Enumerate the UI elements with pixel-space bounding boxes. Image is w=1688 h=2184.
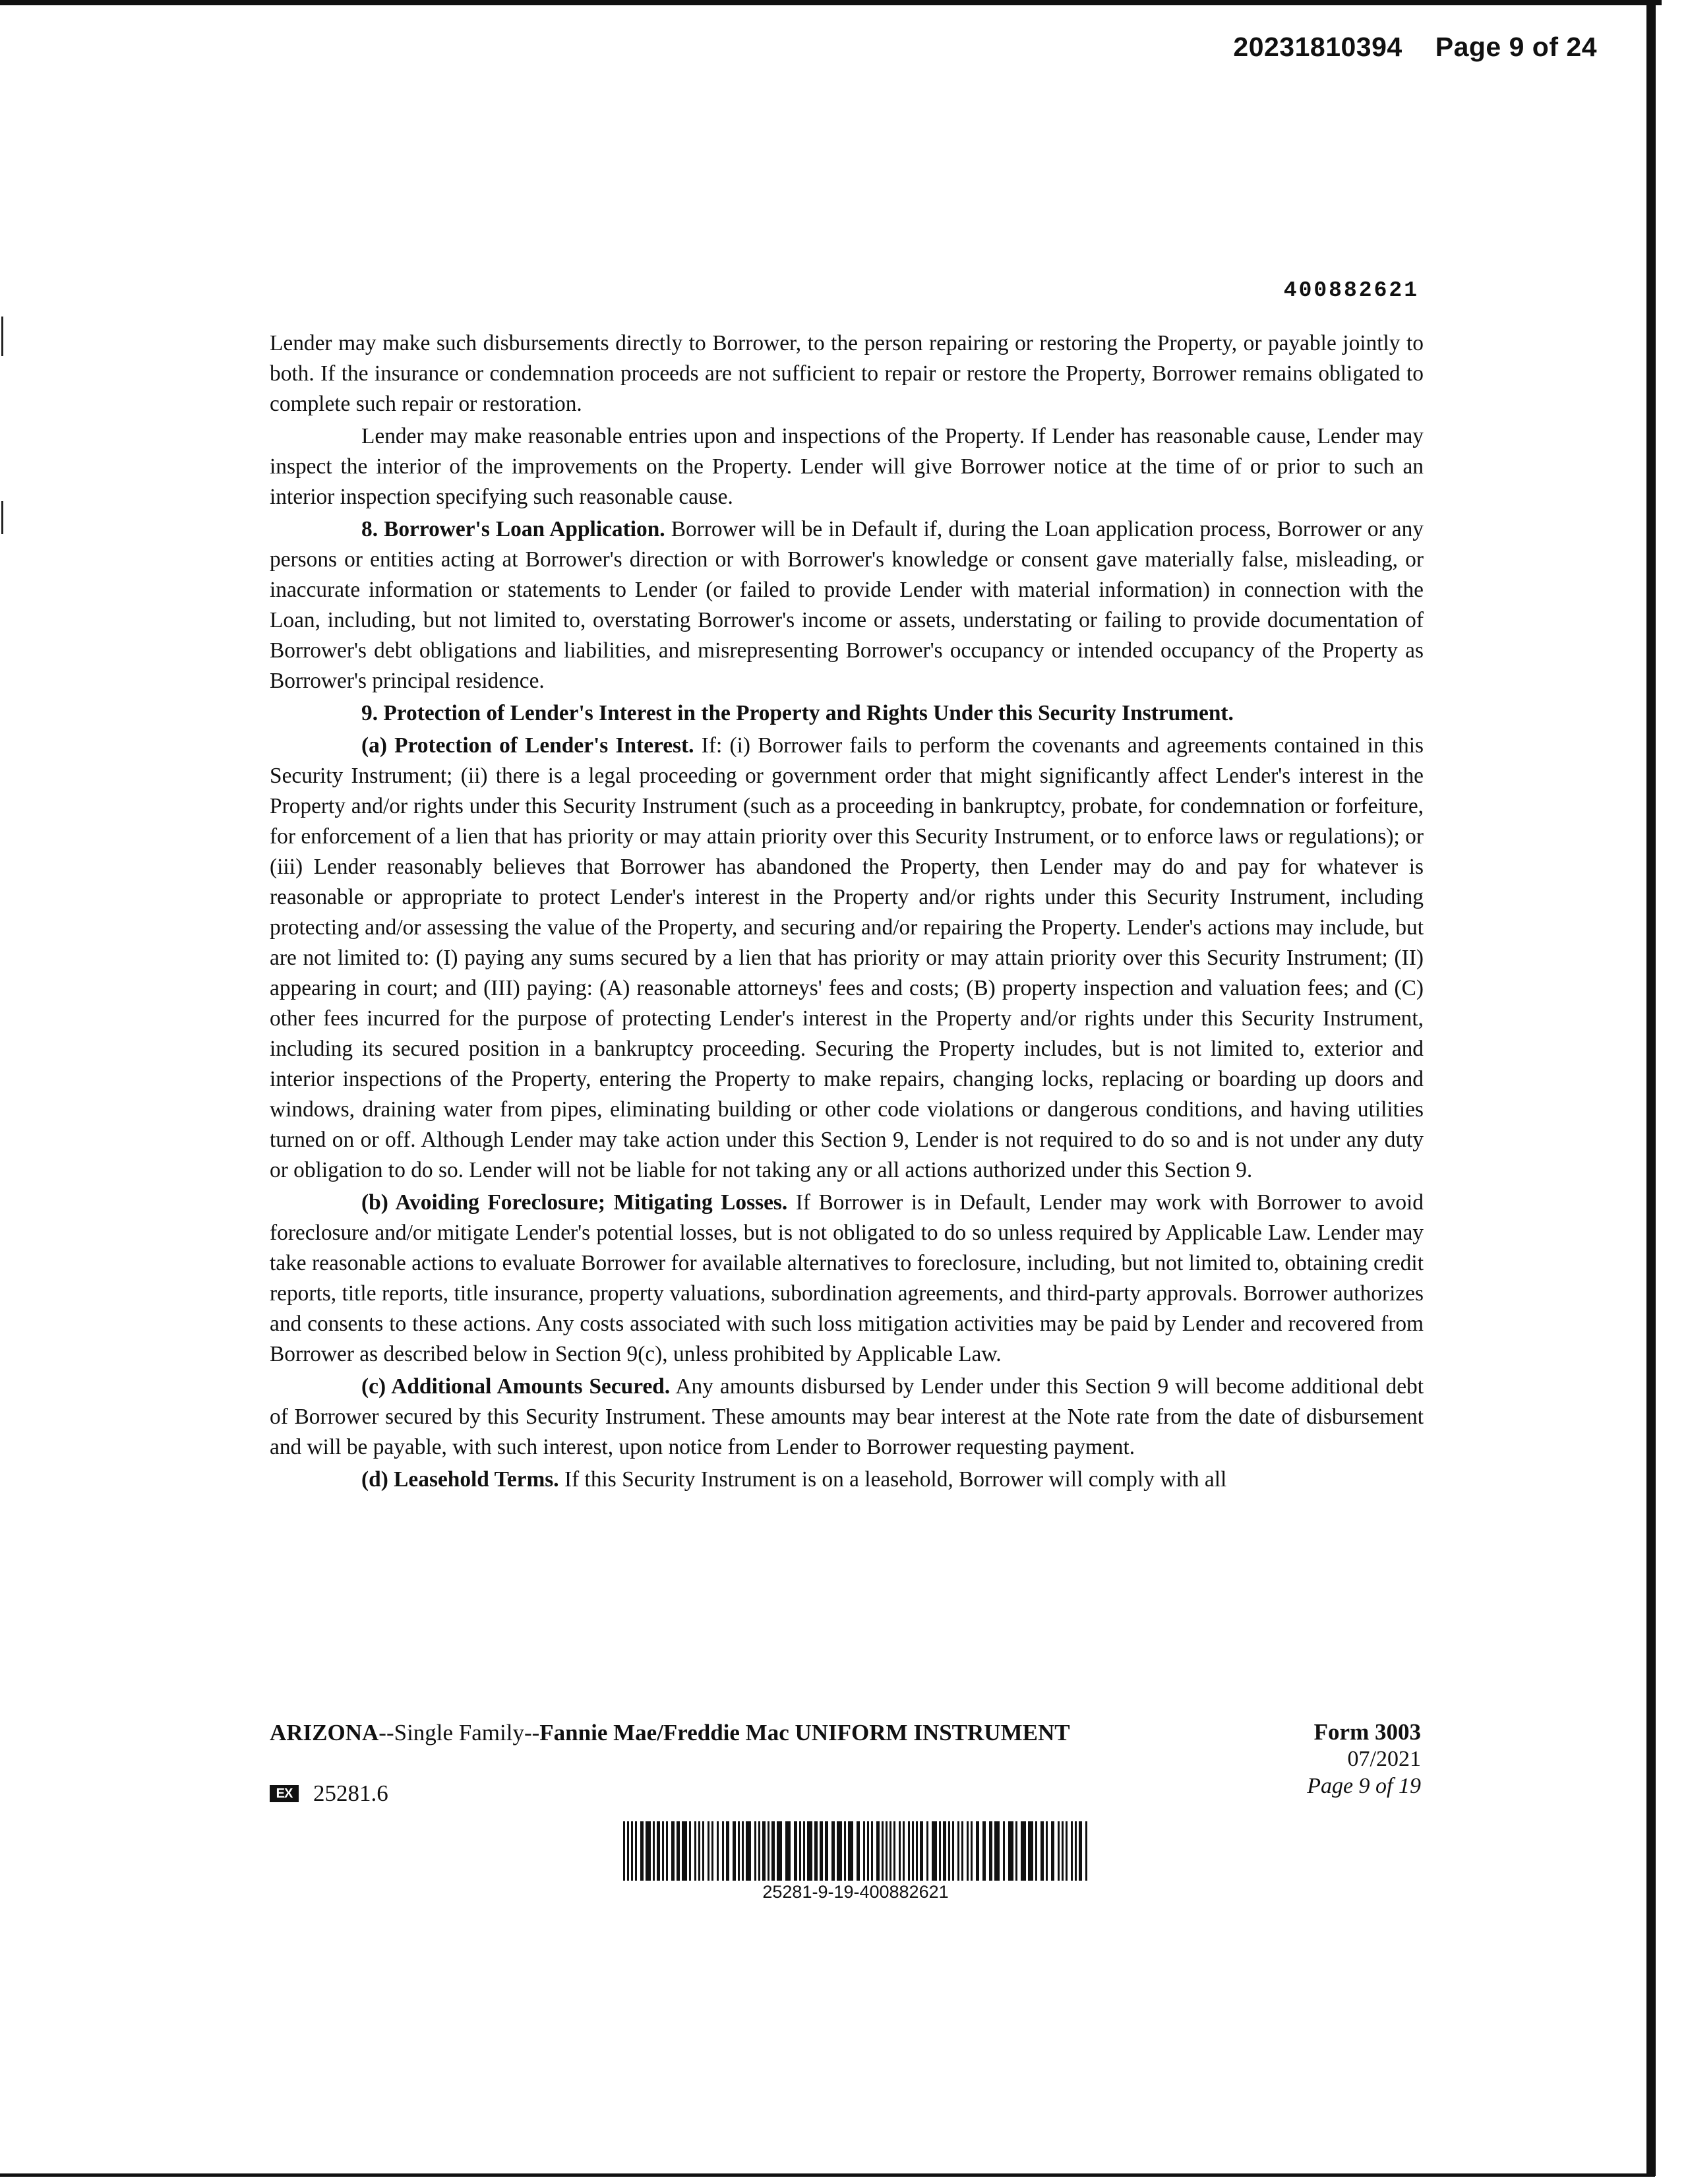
scan-mark	[1, 501, 3, 534]
footer-state: ARIZONA	[270, 1720, 379, 1745]
loan-number: 400882621	[1283, 278, 1419, 303]
scan-border-right	[1646, 0, 1656, 2176]
section-9d	[270, 1465, 1424, 1495]
footer-page-number: Page 9 of 19	[1307, 1774, 1421, 1798]
footer-instrument-title	[270, 1720, 1070, 1746]
footer-instrument: Fannie Mae/Freddie Mac UNIFORM INSTRUMENT	[539, 1720, 1070, 1745]
section-8	[270, 514, 1424, 696]
section-9a-heading: (a) Protection of Lender's Interest.	[361, 733, 694, 758]
scan-border-bottom	[0, 2173, 1655, 2177]
section-8-heading: 8. Borrower's Loan Application.	[361, 517, 665, 541]
recording-header	[1233, 32, 1597, 63]
footer-doc-id	[270, 1780, 388, 1807]
section-9a	[270, 731, 1424, 1186]
paragraph-disbursements: Lender may make such disbursements directly to Borrower, to the person repairing or restoring the Property, or payable jointly to both. If the insurance or condemnation proceeds are not sufficient to repair or restore the Property, Borrower remains obligated to complete such repair or restoration.	[270, 331, 1424, 416]
section-9b-heading: (b) Avoiding Foreclosure; Mitigating Losses.	[361, 1190, 788, 1215]
footer-form-date: 07/2021	[1347, 1747, 1421, 1771]
footer-doc-code: 25281.6	[313, 1780, 388, 1806]
recording-page: Page 9 of 24	[1435, 32, 1597, 62]
section-9	[270, 698, 1424, 729]
barcode	[623, 1821, 1088, 1902]
section-9d-text: If this Security Instrument is on a leasehold, Borrower will comply with all	[558, 1467, 1227, 1492]
barcode-icon	[623, 1821, 1088, 1881]
section-9c	[270, 1372, 1424, 1463]
footer-form-info	[1307, 1718, 1421, 1800]
document-body	[270, 328, 1424, 1497]
recording-number: 20231810394	[1233, 32, 1402, 62]
section-9b-text: If Borrower is in Default, Lender may work with Borrower to avoid foreclosure and/or mitigate Lender's potential losses, but is not obligated to do so unless required by Applicable Law. Lender may take reasonable actions to evaluate Borrower for available alternatives to foreclosure, including, but not limited to, obtaining credit reports, title reports, title insurance, property valuations, subordination agreements, and third-party approvals. Borrower authorizes and consents to these actions. Any costs associated with such loss mitigation activities may be paid by Lender and recovered from Borrower as described below in Section 9(c), unless prohibited by Applicable Law.	[270, 1190, 1424, 1366]
section-9a-text: If: (i) Borrower fails to perform the covenants and agreements contained in this Security Instrument; (ii) there is a legal proceeding or government order that might significantly affect Lender's interest in the Property and/or rights under this Security Instrument (such as a proceeding in bankruptcy, probate, for condemnation or forfeiture, for enforcement of a lien that has priority or may attain priority over this Security Instrument, or to enforce laws or regulations); or (iii) Lender reasonably believes that Borrower has abandoned the Property, then Lender may do and pay for whatever is reasonable or appropriate to protect Lender's interest in the Property and/or rights under this Security Instrument, including protecting and/or assessing the value of the Property, and securing and/or repairing the Property. Lender's actions may include, but are not limited to: (I) paying any sums secured by a lien that has priority or may attain priority over this Security Instrument; (II) appearing in court; and (III) paying: (A) reasonable attorneys' fees and costs; (B) property inspection and valuation fees; and (C) other fees incurred for the purpose of protecting Lender's interest in the Property and/or rights under this Security Instrument, including its secured position in a bankruptcy proceeding. Securing the Property includes, but is not limited to, exterior and interior inspections of the Property, entering the Property to make repairs, changing locks, replacing or boarding up doors and windows, draining water from pipes, eliminating building or other code violations or dangerous conditions, and having utilities turned on or off. Although Lender may take action under this Section 9, Lender is not required to do so and is not under any duty or obligation to do so. Lender will not be liable for not taking any or all actions authorized under this Section 9.	[270, 733, 1424, 1182]
section-9c-heading: (c) Additional Amounts Secured.	[361, 1374, 671, 1399]
scan-mark	[1, 317, 3, 356]
section-9-heading: 9. Protection of Lender's Interest in the Property and Rights Under this Security Instrument.	[361, 701, 1234, 725]
section-9b	[270, 1188, 1424, 1370]
section-9d-heading: (d) Leasehold Terms.	[361, 1467, 559, 1492]
barcode-text: 25281-9-19-400882621	[762, 1882, 949, 1902]
section-8-text: Borrower will be in Default if, during the Loan application process, Borrower or any persons or entities acting at Borrower's direction or with Borrower's knowledge or consent gave materially false, misleading, or inaccurate information or statements to Lender (or failed to provide Lender with material information) in connection with the Loan, including, but not limited to, overstating Borrower's income or assets, understating or failing to provide documentation of Borrower's debt obligations and liabilities, and misrepresenting Borrower's occupancy or intended occupancy of the Property as Borrower's principal residence.	[270, 517, 1424, 693]
scan-border-top	[0, 0, 1662, 5]
ellie-mae-logo-icon: EX	[270, 1785, 299, 1802]
footer-form-number: Form 3003	[1313, 1719, 1421, 1745]
section-9c-text: Any amounts disbursed by Lender under this Section 9 will become additional debt of Borrower secured by this Security Instrument. These amounts may bear interest at the Note rate from the date of disbursement and will be payable, with such interest, upon notice from Lender to Borrower requesting payment.	[270, 1374, 1424, 1459]
footer-separator: --Single Family--	[378, 1720, 540, 1745]
paragraph-inspections: Lender may make reasonable entries upon and inspections of the Property. If Lender has reasonable cause, Lender may inspect the interior of the improvements on the Property. Lender will give Borrower notice at the time of or prior to such an interior inspection specifying such reasonable cause.	[270, 424, 1424, 509]
